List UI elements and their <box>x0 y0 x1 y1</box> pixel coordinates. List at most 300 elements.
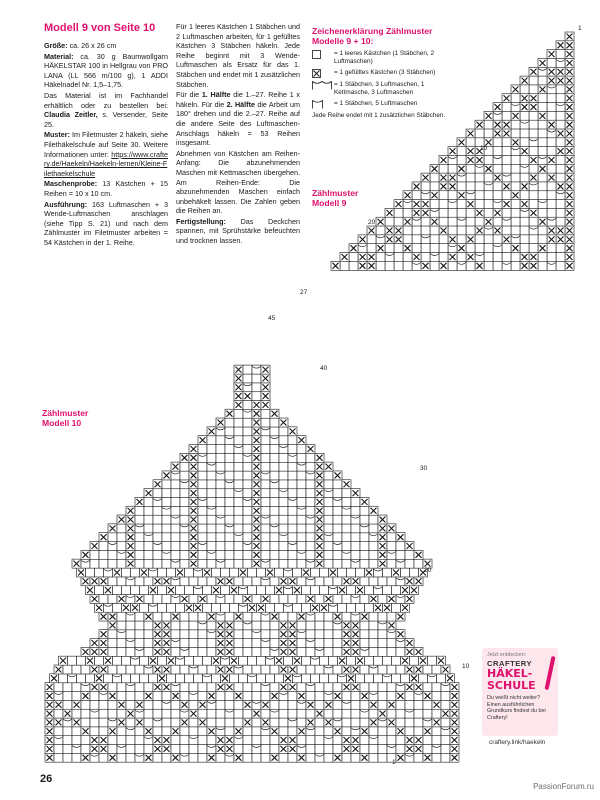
chart-cell <box>297 736 306 745</box>
first-half-label: 1. Hälfte <box>201 90 231 100</box>
chart-cell <box>502 103 511 112</box>
chart-cell <box>520 217 529 226</box>
chart-cell <box>529 217 538 226</box>
chart-cell <box>423 683 432 692</box>
chart-cell <box>538 208 547 217</box>
chart-cell <box>333 709 342 718</box>
pattern-link[interactable]: https://www.craftery.de/Haekeln/Haekeln-lernen/Kleine-Filethaekelschule <box>44 149 168 178</box>
chart-cell <box>511 217 520 226</box>
chart-cell <box>484 261 493 270</box>
chart-cell <box>306 630 315 639</box>
chart-cell <box>180 709 189 718</box>
chart-cell <box>378 594 387 603</box>
chart-cell <box>493 261 502 270</box>
chart-cell <box>279 436 288 445</box>
chart-cell <box>502 226 511 235</box>
chart-cell <box>387 691 396 700</box>
chart-cell <box>189 647 198 656</box>
craftery-promo[interactable] <box>482 648 558 736</box>
chart-cell <box>243 612 252 621</box>
legend-text-arch-pair: = 1 Stäbchen, 3 Luftmaschen, 1 Kettmasche, 3 Luftmaschen <box>334 81 425 96</box>
chart-cell <box>279 453 288 462</box>
chart-cell <box>396 542 405 551</box>
chart-cell <box>207 630 216 639</box>
chart-cell <box>90 559 99 568</box>
chart-cell <box>484 173 493 182</box>
chart-cell <box>306 577 315 586</box>
material-text: ca. 30 g Baumwollgarn HÄKELSTAR 100 in Hellgrau von PRO LANA (LL 566 m/100 g), 1 ADDI Häkelnadel Nr. 1,5–1,75. <box>44 51 168 90</box>
chart-cell <box>502 191 511 200</box>
chart-cell <box>81 683 90 692</box>
chart-cell <box>90 727 99 736</box>
chart-cell <box>288 612 297 621</box>
chart-cell <box>270 453 279 462</box>
chart-cell <box>189 621 198 630</box>
chart-cell <box>288 691 297 700</box>
chart-cell <box>342 559 351 568</box>
chart-cell <box>387 577 396 586</box>
chart-cell <box>320 586 329 595</box>
chart-cell <box>369 533 378 542</box>
chart-cell <box>117 559 126 568</box>
chart-cell <box>239 656 248 665</box>
chart-cell <box>135 683 144 692</box>
chart-cell <box>252 374 261 383</box>
chart-cell <box>412 217 421 226</box>
chart-cell <box>131 656 140 665</box>
chart-cell <box>394 244 403 253</box>
chart-cell <box>320 656 329 665</box>
chart-cell <box>360 506 369 515</box>
chart-cell <box>117 665 126 674</box>
chart-cell <box>261 727 270 736</box>
chart-cell <box>144 559 153 568</box>
chart-cell <box>306 621 315 630</box>
chart-cell <box>529 147 538 156</box>
chart-cell <box>234 665 243 674</box>
chart-cell <box>333 559 342 568</box>
chart-cell <box>252 691 261 700</box>
chart-cell <box>306 647 315 656</box>
chart-cell <box>198 639 207 648</box>
chart-cell <box>351 533 360 542</box>
chart-cell <box>122 656 131 665</box>
chart-cell <box>396 639 405 648</box>
chart-cell <box>493 253 502 262</box>
chart-cell <box>394 208 403 217</box>
chart-cell <box>225 515 234 524</box>
chart-cell <box>234 409 243 418</box>
promo-link[interactable]: craftery.link/haekeln <box>489 739 546 746</box>
chart-cell <box>207 577 216 586</box>
chart-cell <box>421 244 430 253</box>
chart-cell <box>252 365 261 374</box>
chart-cell <box>547 244 556 253</box>
chart-cell <box>520 129 529 138</box>
chart-cell <box>333 700 342 709</box>
chart-cell <box>252 383 261 392</box>
chart-cell <box>180 462 189 471</box>
chart-cell <box>140 656 149 665</box>
chart-cell <box>529 200 538 209</box>
chart-cell <box>333 506 342 515</box>
chart-cell <box>315 718 324 727</box>
chart-cell <box>457 173 466 182</box>
chart-cell <box>311 586 320 595</box>
chart-cell <box>297 744 306 753</box>
second-half-label: 2. Hälfte <box>226 99 255 109</box>
chart-cell <box>225 489 234 498</box>
chart-cell <box>189 683 198 692</box>
chart-cell <box>385 261 394 270</box>
chart-cell <box>171 497 180 506</box>
chart-cell <box>198 444 207 453</box>
chart-cell <box>342 718 351 727</box>
chart-cell <box>279 691 288 700</box>
chart-cell <box>234 639 243 648</box>
chart-cell <box>288 753 297 762</box>
chart9-row-label: 10 <box>480 145 488 152</box>
chart-cell <box>356 568 365 577</box>
chart-cell <box>243 709 252 718</box>
chart-cell <box>475 253 484 262</box>
chart-cell <box>126 683 135 692</box>
chart-cell <box>475 200 484 209</box>
chart-cell <box>378 665 387 674</box>
chart-cell <box>351 700 360 709</box>
chart-cell <box>378 691 387 700</box>
chart-cell <box>369 709 378 718</box>
chart-cell <box>162 559 171 568</box>
chart-cell <box>176 656 185 665</box>
chart-cell <box>387 683 396 692</box>
chart-cell <box>270 506 279 515</box>
chart-cell <box>135 665 144 674</box>
chart-cell <box>234 700 243 709</box>
chart-cell <box>198 453 207 462</box>
chart-cell <box>153 559 162 568</box>
chart-cell <box>338 674 347 683</box>
chart-cell <box>261 639 270 648</box>
chart-cell <box>225 497 234 506</box>
chart-cell <box>275 568 284 577</box>
chart-cell <box>234 524 243 533</box>
chart-cell <box>198 691 207 700</box>
chart-cell <box>360 665 369 674</box>
chart-cell <box>387 550 396 559</box>
chart-cell <box>320 674 329 683</box>
chart-cell <box>419 674 428 683</box>
chart-cell <box>180 542 189 551</box>
chart-cell <box>369 727 378 736</box>
chart-cell <box>261 524 270 533</box>
chart-cell <box>556 244 565 253</box>
chart-cell <box>342 612 351 621</box>
chart-cell <box>457 208 466 217</box>
chart-cell <box>360 542 369 551</box>
chart-cell <box>369 524 378 533</box>
chart-cell <box>493 244 502 253</box>
chart-cell <box>234 744 243 753</box>
chart-cell <box>261 744 270 753</box>
chart-cell <box>144 736 153 745</box>
chart-cell <box>81 744 90 753</box>
chart-cell <box>126 621 135 630</box>
chart-cell <box>484 120 493 129</box>
chart-cell <box>556 138 565 147</box>
chart-cell <box>441 718 450 727</box>
chart-cell <box>457 155 466 164</box>
chart-cell <box>306 683 315 692</box>
chart9-grid <box>300 25 582 296</box>
chart-cell <box>396 736 405 745</box>
chart-cell <box>194 674 203 683</box>
chart-cell <box>194 568 203 577</box>
chart-cell <box>135 577 144 586</box>
chart-cell <box>261 409 270 418</box>
chart-cell <box>297 647 306 656</box>
chart-cell <box>81 700 90 709</box>
chart-cell <box>144 542 153 551</box>
chart-cell <box>297 683 306 692</box>
chart-cell <box>261 753 270 762</box>
chart-cell <box>441 736 450 745</box>
chart-cell <box>198 577 207 586</box>
chart-cell <box>167 674 176 683</box>
chart-cell <box>511 103 520 112</box>
chart-cell <box>378 621 387 630</box>
chart-cell <box>347 603 356 612</box>
chart-cell <box>234 709 243 718</box>
chart-cell <box>162 515 171 524</box>
chart-cell <box>396 700 405 709</box>
chart-cell <box>288 727 297 736</box>
chart-cell <box>225 453 234 462</box>
chart-cell <box>234 489 243 498</box>
chart-cell <box>117 630 126 639</box>
chart-cell <box>279 524 288 533</box>
chart-cell <box>297 665 306 674</box>
chart9-row-label: 27 <box>300 289 308 296</box>
chart-cell <box>520 191 529 200</box>
chart-cell <box>430 235 439 244</box>
chart-cell <box>243 630 252 639</box>
chart-cell <box>297 550 306 559</box>
chart-cell <box>189 700 198 709</box>
chart-cell <box>270 577 279 586</box>
chart-cell <box>180 489 189 498</box>
chart-cell <box>135 515 144 524</box>
chart-cell <box>162 700 171 709</box>
chart-cell <box>315 700 324 709</box>
chart-cell <box>297 444 306 453</box>
chart-cell <box>556 191 565 200</box>
chart-cell <box>270 471 279 480</box>
chart-cell <box>421 191 430 200</box>
chart-cell <box>270 462 279 471</box>
chart-cell <box>270 594 279 603</box>
chart-cell <box>432 709 441 718</box>
chart-cell <box>108 718 117 727</box>
chart-cell <box>484 200 493 209</box>
chart-cell <box>423 700 432 709</box>
chart-cell <box>333 647 342 656</box>
chart-cell <box>270 436 279 445</box>
chart-cell <box>117 577 126 586</box>
chart-cell <box>306 533 315 542</box>
chart-cell <box>216 718 225 727</box>
chart-cell <box>340 261 349 270</box>
stitch-paragraph: Für 1 leeres Kästchen 1 Stäbchen und 2 Luftmaschen arbeiten, für 1 gefülltes Kästchen 3 Stäbchen häkeln. Jede Reihe beginnt mit 3 Wende-Luftmaschen als Ersatz für das 1. Stäbchen und endet mit 1 zusätzlichen Stäbchen. <box>176 22 300 89</box>
chart-cell <box>279 559 288 568</box>
chart10-row-label: 45 <box>268 315 276 322</box>
chart-cell <box>207 718 216 727</box>
chart-cell <box>293 568 302 577</box>
chart-cell <box>230 603 239 612</box>
chart-cell <box>198 612 207 621</box>
chart-cell <box>158 656 167 665</box>
chart-cell <box>412 226 421 235</box>
chart-cell <box>338 568 347 577</box>
chart-cell <box>252 639 261 648</box>
chart-cell <box>502 155 511 164</box>
chart-cell <box>288 471 297 480</box>
chart-cell <box>311 656 320 665</box>
chart-cell <box>430 173 439 182</box>
chart-cell <box>135 647 144 656</box>
chart-cell <box>153 524 162 533</box>
chart-cell <box>556 103 565 112</box>
chart-cell <box>529 111 538 120</box>
chart-cell <box>198 480 207 489</box>
chart-cell <box>207 647 216 656</box>
chart-cell <box>216 559 225 568</box>
chart-cell <box>113 674 122 683</box>
chart-cell <box>162 727 171 736</box>
chart-cell <box>306 612 315 621</box>
chart-cell <box>410 656 419 665</box>
chart-cell <box>153 542 162 551</box>
chart-cell <box>198 533 207 542</box>
chart-cell <box>369 639 378 648</box>
chart-cell <box>484 226 493 235</box>
chart-cell <box>538 155 547 164</box>
chart-cell <box>556 111 565 120</box>
chart-cell <box>171 489 180 498</box>
chart-cell <box>234 542 243 551</box>
chart-cell <box>230 568 239 577</box>
chart-cell <box>216 524 225 533</box>
chart-cell <box>448 226 457 235</box>
chart-cell <box>556 155 565 164</box>
chart-cell <box>448 217 457 226</box>
chart-cell <box>448 261 457 270</box>
chart-cell <box>239 674 248 683</box>
chart-cell <box>99 727 108 736</box>
chart-cell <box>369 691 378 700</box>
chart-cell <box>95 586 104 595</box>
chart-cell <box>529 85 538 94</box>
chart-cell <box>153 727 162 736</box>
chart-cell <box>421 226 430 235</box>
chart-cell <box>153 594 162 603</box>
chart-cell <box>297 462 306 471</box>
chart-cell <box>203 603 212 612</box>
chart-cell <box>140 674 149 683</box>
promo-kicker: Jetzt entdecken: <box>487 652 527 658</box>
chart-cell <box>162 718 171 727</box>
chart-cell <box>171 506 180 515</box>
chart-cell <box>351 594 360 603</box>
chart-cell <box>288 594 297 603</box>
chart-cell <box>72 727 81 736</box>
chart-cell <box>288 436 297 445</box>
chart-cell <box>252 577 261 586</box>
chart-cell <box>315 683 324 692</box>
chart-cell <box>72 744 81 753</box>
chart-cell <box>538 235 547 244</box>
chart-cell <box>288 559 297 568</box>
chart-cell <box>466 182 475 191</box>
chart-cell <box>117 753 126 762</box>
chart-cell <box>324 630 333 639</box>
chart-cell <box>225 462 234 471</box>
chart-cell <box>189 718 198 727</box>
chart-cell <box>547 94 556 103</box>
chart-cell <box>441 683 450 692</box>
chart-cell <box>439 208 448 217</box>
chart-cell <box>279 506 288 515</box>
chart-cell <box>315 647 324 656</box>
chart-cell <box>225 444 234 453</box>
chart-cell <box>216 542 225 551</box>
chart-cell <box>216 444 225 453</box>
chart-cell <box>414 559 423 568</box>
chart-cell <box>302 656 311 665</box>
chart-cell <box>369 744 378 753</box>
chart-cell <box>387 736 396 745</box>
chart-cell <box>189 753 198 762</box>
chart-cell <box>225 480 234 489</box>
chart-cell <box>511 129 520 138</box>
chart-cell <box>538 191 547 200</box>
chart-cell <box>288 497 297 506</box>
chart-cell <box>126 718 135 727</box>
chart-cell <box>126 665 135 674</box>
chart-cell <box>401 674 410 683</box>
chart-cell <box>493 217 502 226</box>
chart-cell <box>392 586 401 595</box>
watermark: PassionForum.ru <box>533 782 594 791</box>
chart-cell <box>365 603 374 612</box>
chart-cell <box>270 630 279 639</box>
chart-cell <box>428 656 437 665</box>
chart-cell <box>538 138 547 147</box>
chart-cell <box>378 753 387 762</box>
chart-cell <box>176 603 185 612</box>
chart-cell <box>99 691 108 700</box>
chart-cell <box>248 656 257 665</box>
chart-cell <box>162 612 171 621</box>
chart-cell <box>369 665 378 674</box>
chart-cell <box>180 550 189 559</box>
chart-cell <box>324 497 333 506</box>
chart10-row-label: 10 <box>462 663 470 670</box>
chart-cell <box>189 612 198 621</box>
chart-cell <box>520 208 529 217</box>
chart-cell <box>306 489 315 498</box>
chart-cell <box>502 244 511 253</box>
